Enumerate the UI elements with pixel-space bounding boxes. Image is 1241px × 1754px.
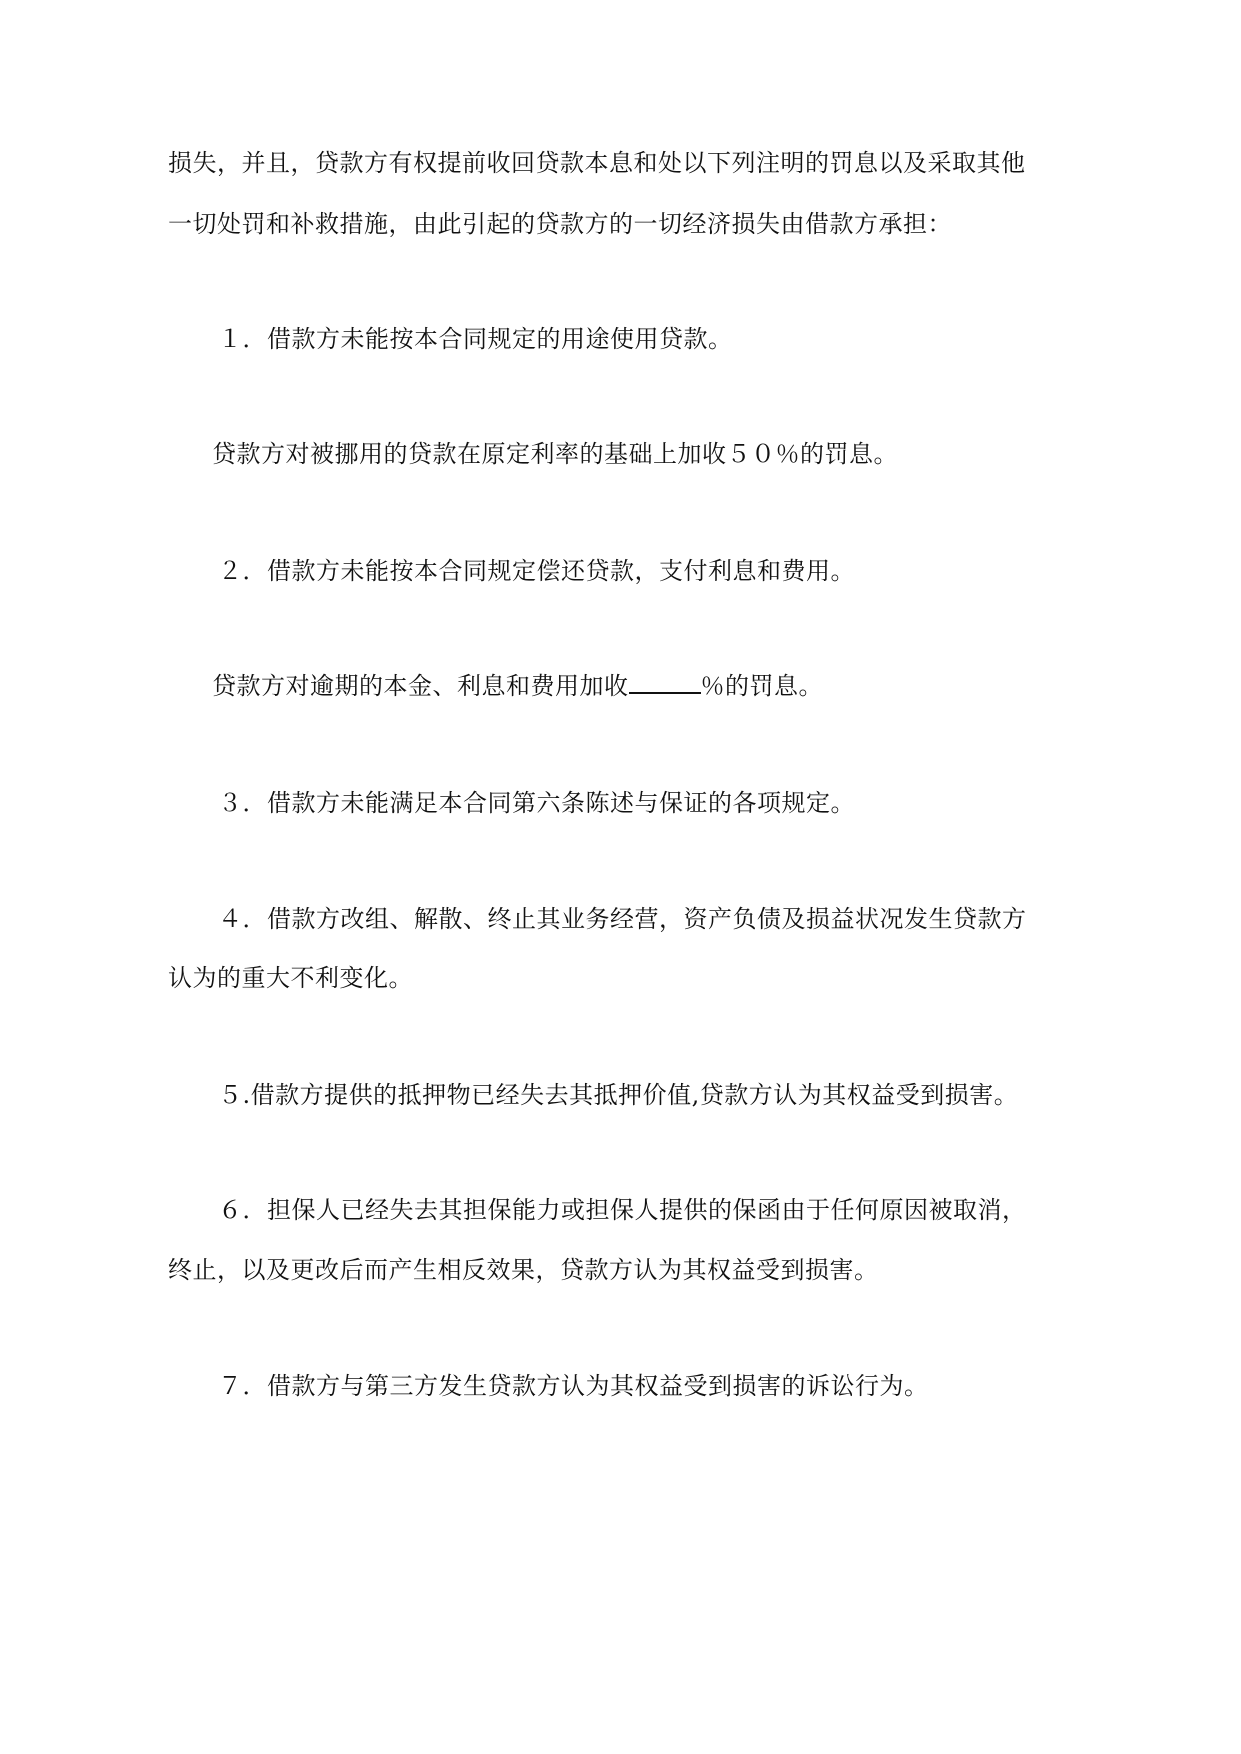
fill-in-blank	[629, 672, 701, 694]
item-3-text: ３．借款方未能满足本合同第六条陈述与保证的各项规定。	[218, 789, 855, 817]
item-6-line-2: 终止，以及更改后而产生相反效果，贷款方认为其权益受到损害。	[168, 1256, 879, 1284]
item-2-text: ２．借款方未能按本合同规定偿还贷款，支付利息和费用。	[218, 557, 855, 585]
item-2-penalty-before-blank: 贷款方对逾期的本金、利息和费用加收	[212, 672, 629, 700]
item-4-line-1: ４．借款方改组、解散、终止其业务经营，资产负债及损益状况发生贷款方	[218, 905, 1027, 933]
item-7-text: ７．借款方与第三方发生贷款方认为其权益受到损害的诉讼行为。	[218, 1372, 929, 1400]
item-2-penalty-text	[212, 670, 823, 702]
paragraph-intro-line-1: 损失，并且，贷款方有权提前收回贷款本息和处以下列注明的罚息以及采取其他	[168, 149, 1026, 177]
item-5-text: ５.借款方提供的抵押物已经失去其抵押价值,贷款方认为其权益受到损害。	[218, 1081, 1019, 1109]
item-2-penalty-after-blank: ％的罚息。	[700, 672, 823, 700]
paragraph-intro-line-2: 一切处罚和补救措施，由此引起的贷款方的一切经济损失由借款方承担：	[168, 210, 952, 238]
item-6-line-1: ６．担保人已经失去其担保能力或担保人提供的保函由于任何原因被取消，	[218, 1196, 1027, 1224]
item-1-text: １．借款方未能按本合同规定的用途使用贷款。	[218, 325, 733, 353]
item-4-line-2: 认为的重大不利变化。	[168, 964, 413, 992]
item-1-penalty-text: 贷款方对被挪用的贷款在原定利率的基础上加收５０％的罚息。	[212, 440, 898, 468]
